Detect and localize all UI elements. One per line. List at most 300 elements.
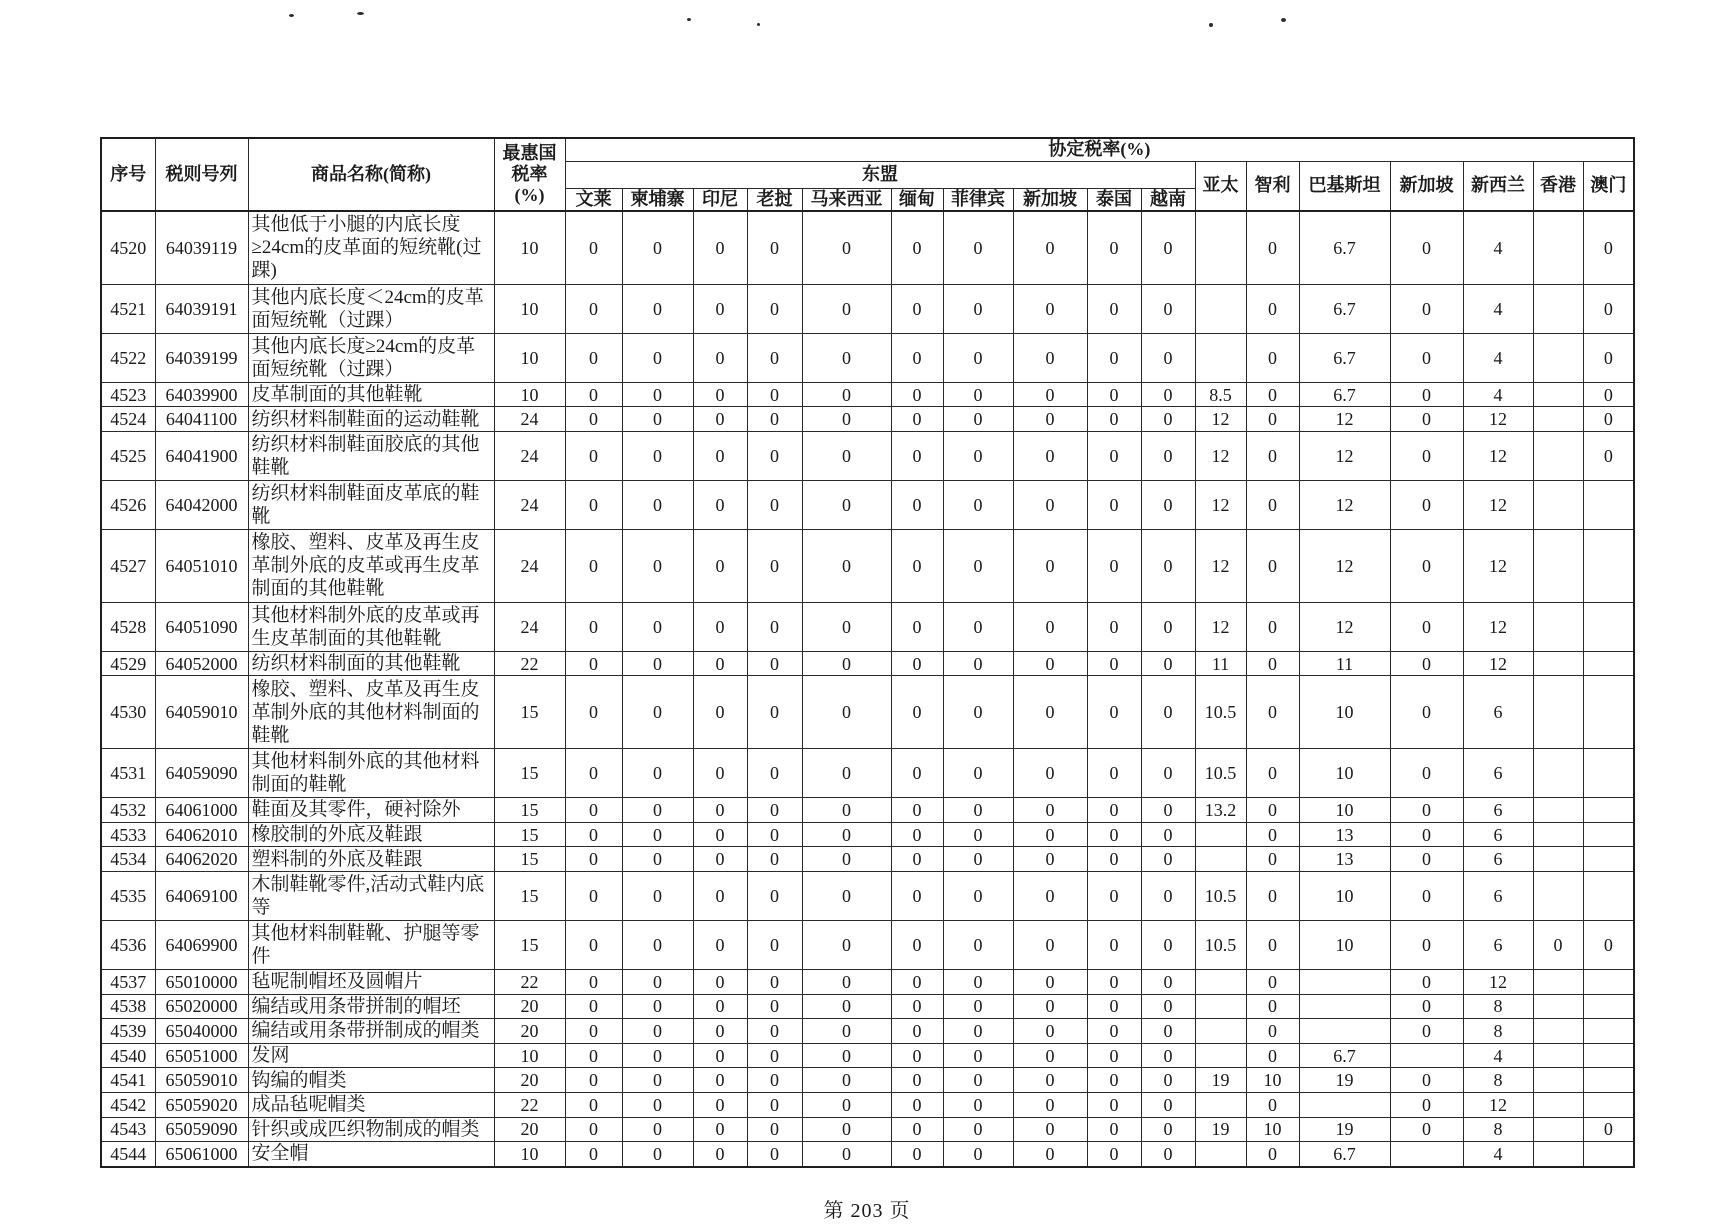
rate-singapore: 0 (1390, 602, 1463, 651)
row-product-name: 其他材料制外底的其他材料制面的鞋靴 (251, 751, 480, 796)
rate-cambodia: 0 (622, 480, 693, 529)
header-myanmar: 缅甸 (891, 188, 943, 211)
rate-macao (1583, 749, 1634, 798)
rate-thailand: 0 (1087, 969, 1141, 994)
rate-vietnam: 0 (1141, 1043, 1195, 1068)
rate-chile: 0 (1246, 211, 1299, 284)
rate-chile: 10 (1246, 1117, 1299, 1142)
rate-vietnam: 0 (1141, 920, 1195, 969)
row-seq: 4528 (101, 602, 155, 651)
rate-laos: 0 (747, 969, 802, 994)
table-row (101, 480, 1634, 529)
rate-philippines: 0 (943, 1043, 1013, 1068)
row-product-name: 编结或用条带拼制的帽坯 (251, 995, 461, 1017)
rate-chile: 0 (1246, 382, 1299, 407)
table-row (101, 651, 1634, 676)
rate-indonesia: 0 (693, 994, 747, 1019)
row-product-name-cell (248, 1142, 494, 1167)
rate-chile: 0 (1246, 969, 1299, 994)
row-mfn-rate: 22 (494, 969, 565, 994)
rate-chile: 0 (1246, 480, 1299, 529)
row-mfn-rate: 15 (494, 920, 565, 969)
row-product-name: 橡胶、塑料、皮革及再生皮革制外底的皮革或再生皮革制面的其他鞋靴 (251, 532, 480, 600)
row-mfn-rate: 15 (494, 676, 565, 749)
rate-hong-kong (1533, 284, 1583, 333)
rate-malaysia: 0 (802, 382, 891, 407)
rate-thailand: 0 (1087, 1142, 1141, 1167)
rate-indonesia: 0 (693, 920, 747, 969)
row-mfn-rate: 10 (494, 211, 565, 284)
row-product-name: 纺织材料制鞋面胶底的其他鞋靴 (251, 433, 480, 478)
rate-singapore: 0 (1390, 676, 1463, 749)
rate-pakistan: 6.7 (1299, 333, 1390, 382)
rate-laos: 0 (747, 1068, 802, 1093)
table-row (101, 1092, 1634, 1117)
rate-myanmar: 0 (891, 382, 943, 407)
rate-thailand: 0 (1087, 431, 1141, 480)
rate-hong-kong (1533, 333, 1583, 382)
rate-philippines: 0 (943, 602, 1013, 651)
rate-singapore: 0 (1390, 407, 1463, 432)
header-singapore: 新加坡 (1390, 161, 1463, 211)
header-laos: 老挝 (747, 188, 802, 211)
rate-laos: 0 (747, 1043, 802, 1068)
rate-vietnam: 0 (1141, 407, 1195, 432)
rate-macao (1583, 529, 1634, 602)
rate-macao: 0 (1583, 333, 1634, 382)
rate-singapore: 0 (1390, 1019, 1463, 1044)
row-mfn-rate: 24 (494, 480, 565, 529)
rate-thailand: 0 (1087, 994, 1141, 1019)
row-product-name: 纺织材料制鞋面的运动鞋靴 (251, 408, 480, 430)
row-seq: 4521 (101, 284, 155, 333)
rate-vietnam: 0 (1141, 822, 1195, 847)
rate-hong-kong (1533, 994, 1583, 1019)
rate-myanmar: 0 (891, 969, 943, 994)
rate-myanmar: 0 (891, 676, 943, 749)
row-seq: 4541 (101, 1068, 155, 1093)
row-seq: 4522 (101, 333, 155, 382)
rate-indonesia: 0 (693, 1068, 747, 1093)
rate-philippines: 0 (943, 969, 1013, 994)
rate-pakistan (1299, 1092, 1390, 1117)
rate-chile: 0 (1246, 749, 1299, 798)
header-new-zealand: 新西兰 (1463, 161, 1533, 211)
rate-laos: 0 (747, 1142, 802, 1167)
rate-pakistan: 6.7 (1299, 1043, 1390, 1068)
rate-singapore-asean: 0 (1013, 651, 1087, 676)
rate-singapore: 0 (1390, 651, 1463, 676)
rate-thailand: 0 (1087, 920, 1141, 969)
header-mfn-line: 税率 (511, 164, 548, 184)
rate-pakistan: 19 (1299, 1068, 1390, 1093)
rate-asia-pacific: 8.5 (1195, 382, 1246, 407)
rate-singapore: 0 (1390, 822, 1463, 847)
rate-myanmar: 0 (891, 602, 943, 651)
table-row (101, 407, 1634, 432)
row-mfn-rate: 24 (494, 529, 565, 602)
rate-macao (1583, 1142, 1634, 1167)
row-product-name: 编结或用条带拼制成的帽类 (251, 1020, 480, 1042)
rate-singapore-asean: 0 (1013, 871, 1087, 920)
rate-indonesia: 0 (693, 822, 747, 847)
tariff-table (100, 137, 1635, 1168)
row-tariff-code: 64039199 (155, 333, 248, 382)
row-product-name: 皮革制面的其他鞋靴 (251, 384, 423, 406)
rate-cambodia: 0 (622, 602, 693, 651)
rate-indonesia: 0 (693, 871, 747, 920)
rate-macao (1583, 1019, 1634, 1044)
rate-asia-pacific (1195, 211, 1246, 284)
rate-malaysia: 0 (802, 431, 891, 480)
rate-hong-kong (1533, 431, 1583, 480)
rate-philippines: 0 (943, 480, 1013, 529)
rate-laos: 0 (747, 333, 802, 382)
rate-new-zealand: 4 (1463, 333, 1533, 382)
header-indonesia: 印尼 (693, 188, 747, 211)
rate-chile: 0 (1246, 407, 1299, 432)
rate-myanmar: 0 (891, 798, 943, 823)
row-mfn-rate: 20 (494, 994, 565, 1019)
rate-myanmar: 0 (891, 1142, 943, 1167)
row-mfn-rate: 24 (494, 431, 565, 480)
row-product-name: 针织或成匹织物制成的帽类 (251, 1118, 480, 1140)
rate-indonesia: 0 (693, 1142, 747, 1167)
table-row (101, 798, 1634, 823)
rate-laos: 0 (747, 871, 802, 920)
rate-asia-pacific: 12 (1195, 480, 1246, 529)
rate-singapore-asean: 0 (1013, 1092, 1087, 1117)
row-product-name: 橡胶制的外底及鞋跟 (251, 824, 423, 846)
row-mfn-rate: 15 (494, 871, 565, 920)
header-row (101, 138, 1634, 161)
rate-laos: 0 (747, 676, 802, 749)
rate-pakistan: 12 (1299, 480, 1390, 529)
rate-chile: 0 (1246, 431, 1299, 480)
row-product-name: 鞋面及其零件，硬衬除外 (251, 799, 461, 821)
rate-singapore: 0 (1390, 333, 1463, 382)
rate-macao (1583, 847, 1634, 872)
scan-speck (1209, 23, 1213, 27)
row-tariff-code: 64051010 (155, 529, 248, 602)
header-tariff-code: 税则号列 (155, 138, 248, 211)
rate-pakistan: 6.7 (1299, 1142, 1390, 1167)
row-tariff-code: 64051090 (155, 602, 248, 651)
rate-singapore-asean: 0 (1013, 1068, 1087, 1093)
row-tariff-code: 65061000 (155, 1142, 248, 1167)
rate-asia-pacific: 19 (1195, 1117, 1246, 1142)
row-seq: 4534 (101, 847, 155, 872)
header-pakistan: 巴基斯坦 (1299, 161, 1390, 211)
rate-laos: 0 (747, 651, 802, 676)
row-product-name-cell (248, 284, 494, 333)
rate-chile: 0 (1246, 333, 1299, 382)
rate-brunei: 0 (565, 920, 622, 969)
rate-singapore: 0 (1390, 920, 1463, 969)
row-tariff-code: 65059090 (155, 1117, 248, 1142)
rate-chile: 0 (1246, 847, 1299, 872)
header-singapore-asean: 新加坡 (1013, 188, 1087, 211)
scan-speck (1281, 18, 1286, 22)
rate-new-zealand: 6 (1463, 676, 1533, 749)
rate-indonesia: 0 (693, 798, 747, 823)
rate-vietnam: 0 (1141, 798, 1195, 823)
row-tariff-code: 64059090 (155, 749, 248, 798)
rate-philippines: 0 (943, 211, 1013, 284)
rate-asia-pacific (1195, 822, 1246, 847)
row-product-name-cell (248, 822, 494, 847)
row-product-name: 毡呢制帽坯及圆帽片 (251, 971, 423, 993)
row-product-name: 纺织材料制鞋面皮革底的鞋靴 (251, 482, 480, 527)
rate-myanmar: 0 (891, 994, 943, 1019)
rate-new-zealand: 6 (1463, 920, 1533, 969)
row-seq: 4523 (101, 382, 155, 407)
rate-asia-pacific: 12 (1195, 407, 1246, 432)
rate-macao (1583, 969, 1634, 994)
rate-new-zealand: 12 (1463, 480, 1533, 529)
rate-laos: 0 (747, 382, 802, 407)
rate-brunei: 0 (565, 602, 622, 651)
rate-vietnam: 0 (1141, 211, 1195, 284)
rate-singapore-asean: 0 (1013, 1043, 1087, 1068)
rate-singapore: 0 (1390, 382, 1463, 407)
page-number: 第 203 页 (823, 1200, 911, 1222)
row-mfn-rate: 22 (494, 1092, 565, 1117)
rate-laos: 0 (747, 1092, 802, 1117)
rate-cambodia: 0 (622, 847, 693, 872)
rate-indonesia: 0 (693, 969, 747, 994)
rate-new-zealand: 6 (1463, 822, 1533, 847)
header-chile: 智利 (1246, 161, 1299, 211)
table-row (101, 211, 1634, 284)
rate-laos: 0 (747, 431, 802, 480)
table-row (101, 529, 1634, 602)
rate-malaysia: 0 (802, 676, 891, 749)
rate-philippines: 0 (943, 284, 1013, 333)
rate-philippines: 0 (943, 847, 1013, 872)
rate-new-zealand: 12 (1463, 407, 1533, 432)
rate-pakistan: 12 (1299, 407, 1390, 432)
rate-philippines: 0 (943, 333, 1013, 382)
rate-myanmar: 0 (891, 822, 943, 847)
row-mfn-rate: 10 (494, 1043, 565, 1068)
header-asean: 东盟 (565, 161, 1195, 188)
row-product-name: 其他内底长度＜24cm的皮革面短统靴（过踝） (251, 286, 484, 331)
rate-singapore-asean: 0 (1013, 431, 1087, 480)
row-tariff-code: 65059010 (155, 1068, 248, 1093)
rate-singapore: 0 (1390, 284, 1463, 333)
rate-singapore: 0 (1390, 994, 1463, 1019)
header-mfn-line: (%) (514, 185, 545, 205)
row-product-name: 其他内底长度≥24cm的皮革面短统靴（过踝） (251, 335, 476, 380)
row-product-name-cell (248, 1117, 494, 1142)
rate-malaysia: 0 (802, 1092, 891, 1117)
rate-macao (1583, 994, 1634, 1019)
rate-macao (1583, 798, 1634, 823)
rate-singapore: 0 (1390, 431, 1463, 480)
rate-chile: 0 (1246, 994, 1299, 1019)
rate-myanmar: 0 (891, 651, 943, 676)
rate-pakistan: 12 (1299, 602, 1390, 651)
rate-asia-pacific (1195, 994, 1246, 1019)
row-product-name-cell (248, 602, 494, 651)
rate-brunei: 0 (565, 211, 622, 284)
header-macao: 澳门 (1583, 161, 1634, 211)
rate-singapore-asean: 0 (1013, 382, 1087, 407)
rate-cambodia: 0 (622, 333, 693, 382)
rate-pakistan: 6.7 (1299, 382, 1390, 407)
row-tariff-code: 64062020 (155, 847, 248, 872)
rate-macao (1583, 676, 1634, 749)
rate-singapore-asean: 0 (1013, 1117, 1087, 1142)
row-seq: 4531 (101, 749, 155, 798)
table-row (101, 333, 1634, 382)
rate-new-zealand: 4 (1463, 211, 1533, 284)
table-row (101, 871, 1634, 920)
rate-hong-kong: 0 (1533, 920, 1583, 969)
row-product-name-cell (248, 676, 494, 749)
rate-philippines: 0 (943, 798, 1013, 823)
rate-vietnam: 0 (1141, 994, 1195, 1019)
rate-hong-kong (1533, 382, 1583, 407)
row-product-name: 其他材料制鞋靴、护腿等零件 (251, 922, 480, 967)
rate-macao: 0 (1583, 1117, 1634, 1142)
row-seq: 4533 (101, 822, 155, 847)
rate-philippines: 0 (943, 529, 1013, 602)
header-mfn-line: 最惠国 (502, 143, 557, 163)
rate-singapore: 0 (1390, 1117, 1463, 1142)
rate-new-zealand: 8 (1463, 1068, 1533, 1093)
row-product-name-cell (248, 920, 494, 969)
rate-myanmar: 0 (891, 871, 943, 920)
rate-singapore-asean: 0 (1013, 284, 1087, 333)
rate-thailand: 0 (1087, 529, 1141, 602)
rate-brunei: 0 (565, 284, 622, 333)
rate-cambodia: 0 (622, 969, 693, 994)
rate-malaysia: 0 (802, 1043, 891, 1068)
rate-indonesia: 0 (693, 407, 747, 432)
rate-hong-kong (1533, 1019, 1583, 1044)
rate-cambodia: 0 (622, 1019, 693, 1044)
row-tariff-code: 65040000 (155, 1019, 248, 1044)
header-vietnam: 越南 (1141, 188, 1195, 211)
header-philippines: 菲律宾 (943, 188, 1013, 211)
rate-myanmar: 0 (891, 211, 943, 284)
row-seq: 4535 (101, 871, 155, 920)
table-row (101, 847, 1634, 872)
rate-vietnam: 0 (1141, 847, 1195, 872)
rate-hong-kong (1533, 1142, 1583, 1167)
rate-cambodia: 0 (622, 871, 693, 920)
rate-hong-kong (1533, 651, 1583, 676)
rate-myanmar: 0 (891, 431, 943, 480)
rate-vietnam: 0 (1141, 1092, 1195, 1117)
rate-hong-kong (1533, 847, 1583, 872)
rate-laos: 0 (747, 749, 802, 798)
row-seq: 4525 (101, 431, 155, 480)
rate-singapore-asean: 0 (1013, 211, 1087, 284)
header-malaysia: 马来西亚 (802, 188, 891, 211)
rate-macao (1583, 871, 1634, 920)
rate-laos: 0 (747, 602, 802, 651)
rate-philippines: 0 (943, 1117, 1013, 1142)
rate-indonesia: 0 (693, 382, 747, 407)
row-product-name-cell (248, 994, 494, 1019)
header-agreement-rate: 协定税率(%) (565, 138, 1634, 161)
row-seq: 4529 (101, 651, 155, 676)
row-tariff-code: 64039900 (155, 382, 248, 407)
row-product-name-cell (248, 211, 494, 284)
row-seq: 4526 (101, 480, 155, 529)
rate-pakistan: 10 (1299, 676, 1390, 749)
rate-laos: 0 (747, 847, 802, 872)
rate-singapore: 0 (1390, 847, 1463, 872)
rate-asia-pacific: 10.5 (1195, 676, 1246, 749)
header-thailand: 泰国 (1087, 188, 1141, 211)
rate-macao (1583, 822, 1634, 847)
rate-myanmar: 0 (891, 284, 943, 333)
rate-laos: 0 (747, 1019, 802, 1044)
row-seq: 4530 (101, 676, 155, 749)
rate-brunei: 0 (565, 749, 622, 798)
rate-indonesia: 0 (693, 431, 747, 480)
row-tariff-code: 64061000 (155, 798, 248, 823)
rate-pakistan: 11 (1299, 651, 1390, 676)
rate-new-zealand: 12 (1463, 969, 1533, 994)
rate-new-zealand: 12 (1463, 431, 1533, 480)
rate-asia-pacific: 13.2 (1195, 798, 1246, 823)
rate-indonesia: 0 (693, 333, 747, 382)
row-tariff-code: 64069100 (155, 871, 248, 920)
rate-thailand: 0 (1087, 822, 1141, 847)
row-product-name-cell (248, 871, 494, 920)
rate-thailand: 0 (1087, 1092, 1141, 1117)
rate-philippines: 0 (943, 1142, 1013, 1167)
row-mfn-rate: 22 (494, 651, 565, 676)
row-seq: 4520 (101, 211, 155, 284)
rate-vietnam: 0 (1141, 1142, 1195, 1167)
rate-chile: 0 (1246, 920, 1299, 969)
rate-vietnam: 0 (1141, 749, 1195, 798)
row-product-name: 安全帽 (251, 1143, 309, 1165)
rate-macao (1583, 1068, 1634, 1093)
rate-asia-pacific (1195, 847, 1246, 872)
rate-thailand: 0 (1087, 1043, 1141, 1068)
rate-new-zealand: 4 (1463, 1043, 1533, 1068)
row-product-name: 纺织材料制面的其他鞋靴 (251, 653, 461, 675)
rate-malaysia: 0 (802, 480, 891, 529)
rate-hong-kong (1533, 211, 1583, 284)
row-seq: 4543 (101, 1117, 155, 1142)
row-tariff-code: 64041100 (155, 407, 248, 432)
rate-hong-kong (1533, 1043, 1583, 1068)
rate-indonesia: 0 (693, 211, 747, 284)
row-product-name-cell (248, 1043, 494, 1068)
row-tariff-code: 64042000 (155, 480, 248, 529)
rate-indonesia: 0 (693, 1092, 747, 1117)
rate-asia-pacific (1195, 969, 1246, 994)
rate-thailand: 0 (1087, 798, 1141, 823)
rate-singapore-asean: 0 (1013, 847, 1087, 872)
row-product-name: 其他低于小腿的内底长度≥24cm的皮革面的短统靴(过踝) (251, 214, 482, 282)
row-tariff-code: 64069900 (155, 920, 248, 969)
rate-singapore-asean: 0 (1013, 602, 1087, 651)
rate-vietnam: 0 (1141, 1117, 1195, 1142)
rate-pakistan: 12 (1299, 529, 1390, 602)
scan-speck (357, 12, 364, 15)
rate-thailand: 0 (1087, 847, 1141, 872)
rate-new-zealand: 8 (1463, 994, 1533, 1019)
